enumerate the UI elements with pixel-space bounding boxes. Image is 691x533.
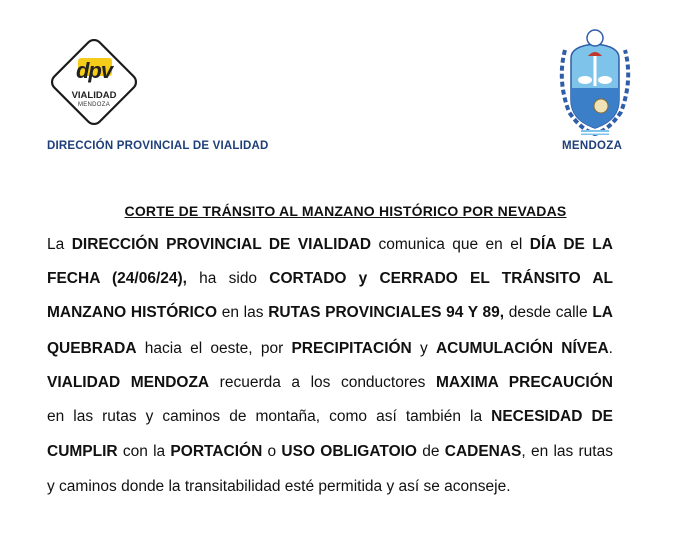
bold-text-run: CORTADO y CERRADO EL TRÁNSITO AL [269,270,613,287]
body-line [47,236,613,254]
logo-mark: dpv [75,58,113,83]
text-run: comunica que en el [371,236,530,253]
mendoza-label: MENDOZA [562,140,623,152]
bold-text-run: DIRECCIÓN PROVINCIAL DE VIALIDAD [71,236,372,253]
body-line [47,443,613,461]
bold-text-run: RUTAS PROVINCIALES 94 Y 89, [268,304,505,321]
bold-text-run: ACUMULACIÓN NÍVEA [435,340,609,357]
bold-text-run: FECHA (24/06/24), [47,270,187,287]
body-line [47,340,613,358]
text-run: en las rutas y caminos de montaña, como así también la [47,408,492,425]
logo-subname: MENDOZA [77,102,111,108]
body-line [47,478,613,496]
organization-name: DIRECCIÓN PROVINCIAL DE VIALIDAD [47,140,269,152]
bold-text-run: DÍA DE LA [529,236,613,253]
body-line [47,374,613,392]
text-run: o [262,443,282,460]
body-line [47,270,613,288]
bold-text-run: USO OBLIGATOIO [281,443,417,460]
document-title: CORTE DE TRÁNSITO AL MANZANO HISTÓRICO POR NEVADAS [124,203,567,219]
bold-text-run: MANZANO HISTÓRICO [47,304,218,321]
text-run: , en las rutas [521,443,613,460]
bold-text-run: MAXIMA PRECAUCIÓN [435,374,613,391]
bold-text-run: CUMPLIR [47,443,118,460]
bold-text-run: PRECIPITACIÓN [291,340,412,357]
bold-text-run: VIALIDAD MENDOZA [47,374,210,391]
text-run: ha sido [186,270,270,287]
text-run: . [608,340,613,357]
vialidad-logo [44,32,144,132]
text-run: y caminos donde la transitabilidad esté permitida y así se aconseje. [47,478,511,495]
text-run: La [47,236,72,253]
bold-text-run: PORTACIÓN [170,443,263,460]
text-run: recuerda a los conductores [209,374,436,391]
body-line [47,304,613,322]
text-run: en las [217,304,269,321]
vialidad-logo-text [44,32,144,132]
text-run: de [417,443,445,460]
bold-text-run: CADENAS [444,443,522,460]
bold-text-run: QUEBRADA [47,340,137,357]
bold-text-run: LA [592,304,613,321]
mendoza-shield-icon [555,20,635,140]
text-run: y [411,340,436,357]
bold-text-run: NECESIDAD DE [491,408,613,425]
text-run: hacia el oeste, por [136,340,292,357]
text-run: con la [117,443,171,460]
body-line [47,408,613,426]
logo-name: VIALIDAD [71,90,117,101]
text-run: desde calle [504,304,593,321]
